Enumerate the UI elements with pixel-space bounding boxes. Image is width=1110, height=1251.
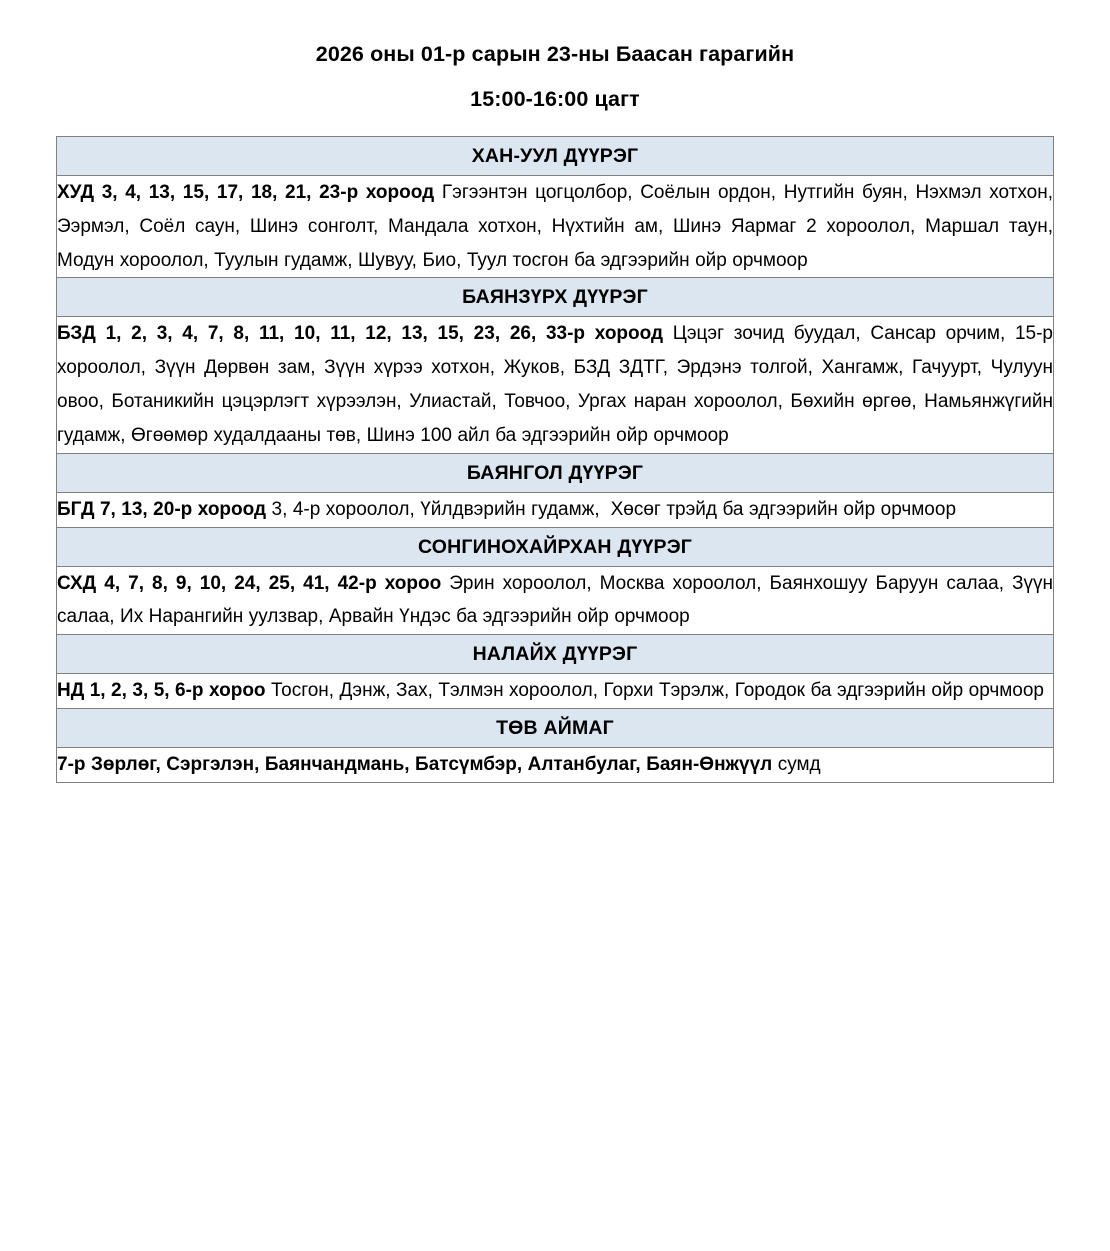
- district-header-bayangol: БАЯНГОЛ ДҮҮРЭГ: [57, 453, 1054, 492]
- places-list-bayanzurkh: Цэцэг зочид буудал, Сансар орчим, 15-р хороолол, Зүүн Дөрвөн зам, Зүүн хүрээ хотхон, Жуков, БЗД ЗДТГ, Эрдэнэ толгой, Хангамж, Гачуурт, Чулуун овоо, Ботаникийн цэцэрлэгт хүрээлэн, Улиастай, Товчоо, Ургах наран хороолол, Бөхийн өргөө, Намьянжүгийн гудамж, Өгөөмөр худалдааны төв, Шинэ 100 айл ба эдгээрийн ойр орчмоор: [57, 323, 1059, 446]
- khoroo-list-bayangol: БГД 7, 13, 20-р хороод: [57, 498, 267, 520]
- page-title-line-1: 2026 оны 01-р сарын 23-ны Баасан гарагийн: [315, 42, 795, 66]
- table-row: [57, 176, 1054, 278]
- places-list-songinokhairkhan: Эрин хороолол, Москва хороолол, Баянхошуу Баруун салаа, Зүүн салаа, Их Нарангийн уулзвар, Арвайн Үндэс ба эдгээрийн ойр орчмоор: [57, 572, 1059, 628]
- table-row: [57, 453, 1054, 492]
- district-header-nalaikh: НАЛАЙХ ДҮҮРЭГ: [57, 635, 1054, 674]
- district-header-tuv-aimag: ТӨВ АЙМАГ: [57, 708, 1054, 747]
- khoroo-list-bayanzurkh: БЗД 1, 2, 3, 4, 7, 8, 11, 10, 11, 12, 13, 15, 23, 26, 33-р хороод: [57, 323, 664, 345]
- table-row: [57, 317, 1054, 453]
- table-row: [57, 635, 1054, 674]
- table-row: [57, 527, 1054, 566]
- schedule-table-body: [57, 137, 1059, 783]
- khoroo-list-songinokhairkhan: СХД 4, 7, 8, 9, 10, 24, 25, 41, 42-р хороо: [57, 572, 442, 594]
- outage-schedule-table: [56, 136, 1059, 783]
- district-body-bayangol: [57, 492, 1054, 527]
- table-row: [57, 747, 1054, 782]
- district-body-bayanzurkh: [57, 317, 1059, 453]
- places-list-khan-uul: Гэгээнтэн цогцолбор, Соёлын ордон, Нутгийн буян, Нэхмэл хотхон, Ээрмэл, Соёл саун, Шинэ сонголт, Мандала хотхон, Нүхтийн ам, Шинэ Яармаг 2 хороолол, Маршал таун, Модун хороолол, Туулын гудамж, Шувуу, Био, Туул тосгон ба эдгээрийн ойр орчмоор: [57, 182, 1059, 271]
- khoroo-list-nalaikh: НД 1, 2, 3, 5, 6-р хороо: [57, 680, 266, 702]
- district-header-khan-uul: ХАН-УУЛ ДҮҮРЭГ: [57, 137, 1054, 176]
- khoroo-list-khan-uul: ХУД 3, 4, 13, 15, 17, 18, 21, 23-р хороод: [57, 182, 435, 203]
- district-body-khan-uul: [57, 176, 1059, 278]
- district-header-songinokhairkhan: СОНГИНОХАЙРХАН ДҮҮРЭГ: [57, 527, 1054, 566]
- places-list-tuv-aimag: сумд: [772, 753, 821, 775]
- sum-list-tuv-aimag: 7-р Зөрлөг, Сэргэлэн, Баянчандмань, Батсүмбэр, Алтанбулаг, Баян-Өнжүүл: [57, 753, 773, 775]
- district-body-tuv-aimag: [57, 747, 1054, 782]
- district-body-nalaikh: [57, 674, 1054, 709]
- table-row: [57, 492, 1054, 527]
- district-body-songinokhairkhan: [57, 566, 1059, 635]
- places-list-nalaikh: Тосгон, Дэнж, Зах, Тэлмэн хороолол, Горхи Тэрэлж, Городок ба эдгээрийн ойр орчмоор: [265, 680, 1044, 702]
- schedule-table-wrapper: [56, 136, 1059, 783]
- places-list-bayangol: 3, 4-р хороолол, Үйлдвэрийн гудамж, Хөсөг трэйд ба эдгээрийн ойр орчмоор: [266, 498, 957, 520]
- table-row: [57, 566, 1054, 635]
- district-header-bayanzurkh: БАЯНЗҮРХ ДҮҮРЭГ: [57, 278, 1054, 317]
- page-title-line-2: 15:00-16:00 цагт: [470, 86, 640, 111]
- table-row: [57, 674, 1054, 709]
- table-row: [57, 278, 1054, 317]
- table-row: [57, 137, 1054, 176]
- table-row: [57, 708, 1054, 747]
